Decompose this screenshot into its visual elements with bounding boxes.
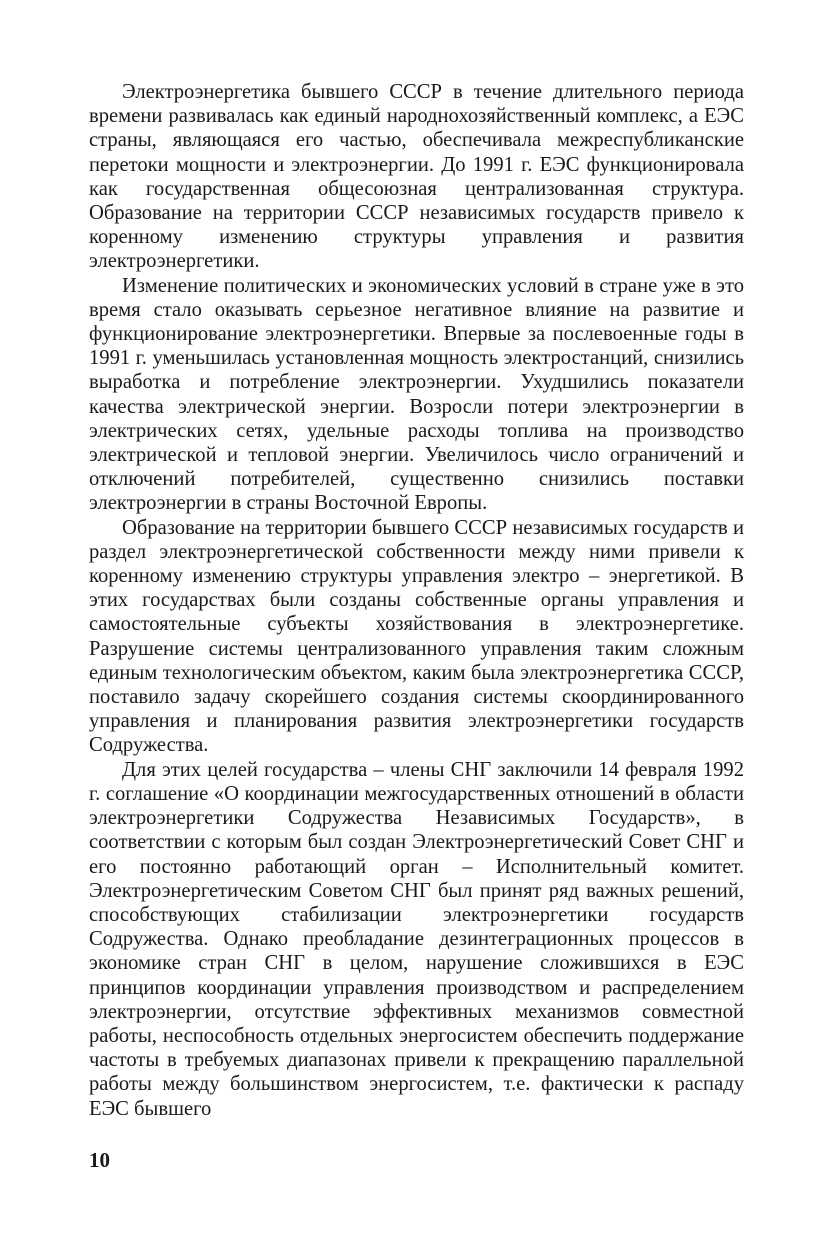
paragraph: Образование на территории бывшего СССР независимых государств и раздел электроэнергетической собственности между ними привели к коренному изменению структуры управления электро – энергетикой. В этих государствах были созданы собственные органы управления и самостоятельные субъекты хозяйствования в электроэнергетике. Разрушение системы централизованного управления таким сложным единым технологическим объектом, каким была электроэнергетика СССР, поставило задачу скорейшего создания системы скоординированного управления и планирования развития электроэнергетики государств Содружества. <box>89 516 744 757</box>
body-text <box>89 80 744 1121</box>
paragraph: Электроэнергетика бывшего СССР в течение длительного периода времени развивалась как единый народнохозяйственный комплекс, а ЕЭС страны, являющаяся его частью, обеспечивала межреспубликанские перетоки мощности и электроэнергии. До 1991 г. ЕЭС функционировала как государственная общесоюзная централизованная структура. Образование на территории СССР независимых государств привело к коренному изменению структуры управления и развития электроэнергетики. <box>89 81 744 273</box>
paragraph: Изменение политических и экономических условий в стране уже в это время стало оказывать серьезное негативное влияние на развитие и функционирование электроэнергетики. Впервые за послевоенные годы в 1991 г. уменьшилась установленная мощность электростанций, снизились выработка и потребление электроэнергии. Ухудшились показатели качества электрической энергии. Возросли потери электроэнергии в электрических сетях, удельные расходы топлива на производство электрической и тепловой энергии. Увеличилось число ограничений и отключений потребителей, существенно снизились поставки электроэнергии в страны Восточной Европы. <box>89 274 744 515</box>
page-number: 10 <box>89 1148 110 1172</box>
paragraph: Для этих целей государства – члены СНГ заключили 14 февраля 1992 г. соглашение «О координации межгосударственных отношений в области электроэнергетики Содружества Независимых Государств», в соответствии с которым был создан Электроэнергетический Совет СНГ и его постоянно работающий орган – Исполнительный комитет. Электроэнергетическим Советом СНГ был принят ряд важных решений, способствующих стабилизации электроэнергетики государств Содружества. Однако преобладание дезинтеграционных процессов в экономике стран СНГ в целом, нарушение сложившихся в ЕЭС принципов координации управления производством и распределением электроэнергии, отсутствие эффективных механизмов совместной работы, неспособность отдельных энергосистем обеспечить поддержание частоты в требуемых диапазонах привели к прекращению параллельной работы между большинством энергосистем, т.е. фактически к распаду ЕЭС бывшего <box>89 758 744 1120</box>
